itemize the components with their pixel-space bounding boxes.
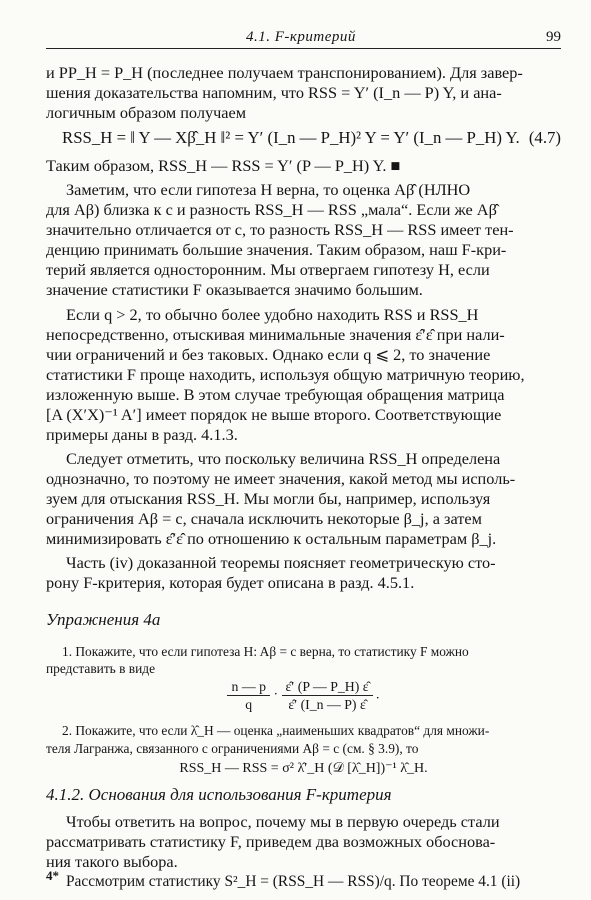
fraction-left-numerator: n — p: [227, 678, 270, 696]
text-line: и PP_H = P_H (последнее получаем транспонированием). Для завер-: [46, 63, 523, 82]
text-line: терий является односторонним. Мы отвергаем гипотезу H, если: [46, 260, 490, 279]
fraction-right-numerator: ε̂′ (P — P_H) ε̂: [282, 678, 373, 696]
exercise-2-line: 2. Покажите, что если λ̂_H — оценка „наименьших квадратов“ для множи-: [62, 723, 490, 738]
header-rule: [46, 48, 561, 49]
text-line: [A (X′X)⁻¹ A′] имеет порядок не выше второго. Соответствующие: [46, 405, 502, 424]
equation-4-7-label: (4.7): [528, 128, 561, 147]
text-line: чии ограничений и без таковых. Однако если q ⩽ 2, то значение: [46, 345, 491, 364]
text-line: Заметим, что если гипотеза H верна, то оценка Aβ̂ (НЛНО: [66, 180, 471, 199]
text-line: примеры даны в разд. 4.1.3.: [46, 425, 238, 444]
section-heading: 4.1.2. Основания для использования F-критерия: [46, 785, 392, 804]
text-line: минимизировать ε̂′ε̂ по отношению к остальным параметрам β_j.: [46, 529, 497, 548]
text-line: денцию принимать большие значения. Таким образом, наш F-кри-: [46, 240, 507, 259]
exercise-1-formula: $\frac{n — p}{q}$ · $\frac{\varepsilon̂' (P — P\_H) \varepsilon̂}{\varepsilon̂' (I\_n — P) \varepsilon̂}$ .: [46, 678, 561, 713]
text-line: рону F-критерия, которая будет описана в разд. 4.5.1.: [46, 573, 415, 592]
text-line: рассматривать статистику F, приведем два возможных обоснова-: [46, 832, 496, 851]
fraction-right: [282, 678, 373, 713]
text-line: Следует отметить, что поскольку величина RSS_H определена: [66, 449, 501, 468]
running-header: [46, 26, 561, 48]
fraction-left: [227, 678, 270, 713]
text-line: однозначно, то поэтому не имеет значения, какой метод мы исполь-: [46, 469, 516, 488]
text-line: изложенную выше. В этом случае требующая обращения матрица: [46, 385, 505, 404]
text-line: Чтобы ответить на вопрос, почему мы в первую очередь стали: [66, 812, 500, 831]
exercise-1-line: представить в виде: [46, 661, 156, 676]
text-line: Рассмотрим статистику S²_H = (RSS_H — RSS)/q. По теореме 4.1 (ii): [66, 873, 521, 890]
page-number: 99: [546, 29, 561, 45]
exercise-1-line: 1. Покажите, что если гипотеза H: Aβ = c верна, то статистику F можно: [62, 644, 469, 659]
text-line: зуем для отыскания RSS_H. Мы могли бы, например, используя: [46, 489, 491, 508]
text-line: Если q > 2, то обычно более удобно находить RSS и RSS_H: [66, 305, 479, 324]
exercise-2-formula: RSS_H — RSS = σ² λ̂′_H (𝒟 [λ̂_H])⁻¹ λ̂_H.: [179, 761, 428, 776]
exercises-heading: Упражнения 4а: [46, 610, 161, 629]
signature-mark: 4*: [46, 868, 59, 883]
text-line: для Aβ) близка к c и разность RSS_H — RSS „мала“. Если же Aβ̂: [46, 200, 497, 219]
fraction-left-denominator: q: [245, 697, 253, 712]
equation-4-7-body: RSS_H = ‖ Y — Xβ̂_H ‖² = Y′ (I_n — P_H)² Y = Y′ (I_n — P_H) Y.: [62, 128, 520, 147]
text-line: шения доказательства напомним, что RSS = Y′ (I_n — P) Y, и ана-: [46, 83, 502, 102]
text-line: непосредственно, отыскивая минимальные значения ε̂′ε̂ при нали-: [46, 325, 505, 344]
text-line: логичным образом получаем: [46, 103, 247, 122]
text-line: значение статистики F оказывается значимо большим.: [46, 280, 423, 299]
text-line: ограничения Aβ = c, сначала исключить некоторые β_j, а затем: [46, 509, 482, 528]
text-line: Часть (iv) доказанной теоремы поясняет геометрическую сто-: [66, 553, 496, 572]
equation-4-7: [62, 128, 561, 149]
fraction-right-denominator: ε̂′ (I_n — P) ε̂: [288, 697, 366, 712]
text-line: ния такого выбора.: [46, 852, 178, 871]
text-line: значительно отличается от c, то разность RSS_H — RSS имеет тен-: [46, 220, 514, 239]
exercise-2-line: теля Лагранжа, связанного с ограничениями Aβ = c (см. § 3.9), то: [46, 741, 419, 756]
running-title: 4.1. F-критерий: [246, 29, 356, 45]
text-line: Таким образом, RSS_H — RSS = Y′ (P — P_H) Y. ■: [46, 156, 401, 175]
text-line: статистики F проще находить, используя общую матричную теорию,: [46, 365, 525, 384]
